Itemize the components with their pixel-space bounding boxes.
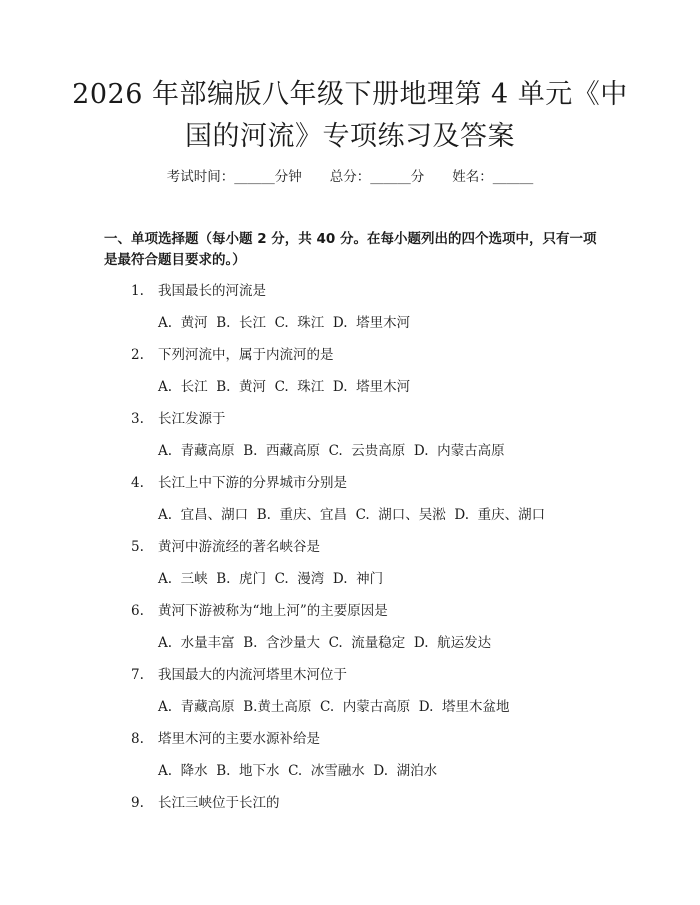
question-item xyxy=(0,474,700,538)
question-stem: 塔里木河的主要水源补给是 xyxy=(158,731,320,747)
question-stem: 下列河流中，属于内流河的是 xyxy=(158,347,334,363)
question-options: A. 长江 B. 黄河 C. 珠江 D. 塔里木河 xyxy=(158,379,411,395)
question-number: 6. xyxy=(131,603,144,619)
question-item xyxy=(0,794,700,858)
question-stem: 长江发源于 xyxy=(158,411,226,427)
exam-meta xyxy=(0,166,700,188)
section-heading: 一、单项选择题（每小题 2 分，共 40 分。在每小题列出的四个选项中，只有一项是最符合题目要求的。） xyxy=(104,231,597,268)
page-title-line-2: 国的河流》专项练习及答案 xyxy=(185,121,515,152)
question-item xyxy=(0,346,700,410)
question-number: 7. xyxy=(131,667,144,683)
question-number: 1. xyxy=(131,283,144,299)
question-stem: 长江三峡位于长江的 xyxy=(158,795,280,811)
question-item xyxy=(0,730,700,794)
page-title xyxy=(60,74,640,158)
student-name-field: 姓名：______ xyxy=(452,169,534,185)
page-title-line-1: 2026 年部编版八年级下册地理第 4 单元《中 xyxy=(72,79,628,110)
exam-time-field: 考试时间：______分钟 xyxy=(166,169,302,185)
question-number: 4. xyxy=(131,475,144,491)
question-number: 8. xyxy=(131,731,144,747)
question-item xyxy=(0,410,700,474)
question-options: A. 水量丰富 B. 含沙量大 C. 流量稳定 D. 航运发达 xyxy=(158,635,492,651)
question-list xyxy=(0,282,700,858)
question-number: 9. xyxy=(131,795,144,811)
question-options: A. 降水 B. 地下水 C. 冰雪融水 D. 湖泊水 xyxy=(158,763,438,779)
question-options: A. 青藏高原 B.黄土高原 C. 内蒙古高原 D. 塔里木盆地 xyxy=(158,699,510,715)
question-number: 2. xyxy=(131,347,144,363)
question-options: A. 黄河 B. 长江 C. 珠江 D. 塔里木河 xyxy=(158,315,411,331)
question-item xyxy=(0,602,700,666)
question-number: 3. xyxy=(131,411,144,427)
question-item xyxy=(0,666,700,730)
total-score-field: 总分：______分 xyxy=(329,169,425,185)
question-number: 5. xyxy=(131,539,144,555)
question-stem: 我国最长的河流是 xyxy=(158,283,266,299)
question-stem: 黄河中游流经的著名峡谷是 xyxy=(158,539,320,555)
question-item xyxy=(0,282,700,346)
question-item xyxy=(0,538,700,602)
question-stem: 长江上中下游的分界城市分别是 xyxy=(158,475,347,491)
question-stem: 我国最大的内流河塔里木河位于 xyxy=(158,667,347,683)
question-stem: 黄河下游被称为“地上河”的主要原因是 xyxy=(158,603,388,619)
question-options: A. 三峡 B. 虎门 C. 漫湾 D. 神门 xyxy=(158,571,384,587)
question-options: A. 青藏高原 B. 西藏高原 C. 云贵高原 D. 内蒙古高原 xyxy=(158,443,505,459)
question-options: A. 宜昌、湖口 B. 重庆、宜昌 C. 湖口、吴淞 D. 重庆、湖口 xyxy=(158,507,546,523)
